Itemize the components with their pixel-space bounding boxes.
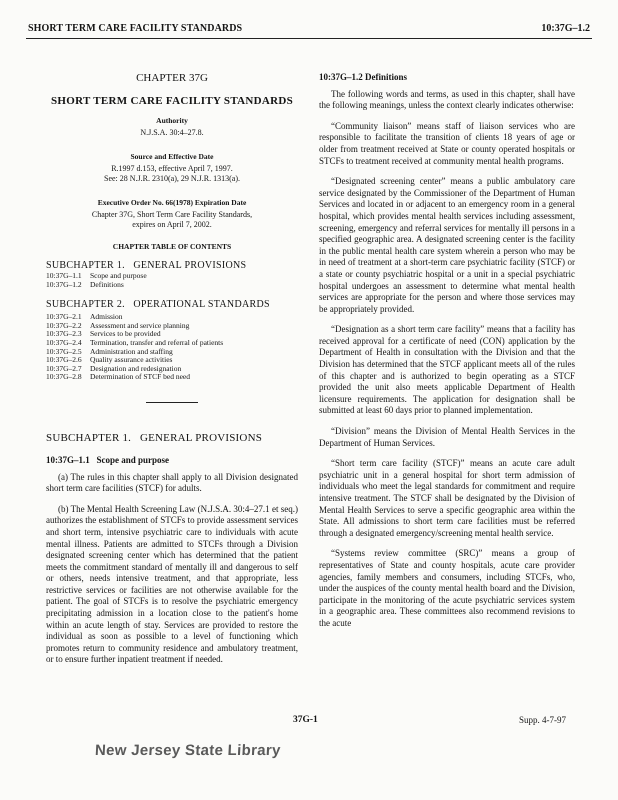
toc-list-subchapter-2: [46, 313, 298, 382]
authority-heading: Authority: [156, 116, 188, 125]
definition-community-liaison: “Community liaison” means staff of liaison services who are responsible to facilitate the transition of clients 18 years of age or older from treatment received at State or county operated hospitals or STCFs to treatment received at community mental health programs.: [319, 120, 575, 166]
chapter-title: SHORT TERM CARE FACILITY STANDARDS: [50, 95, 294, 107]
toc-item-title: Scope and purpose: [90, 271, 147, 280]
toc-subchapter-1: SUBCHAPTER 1. GENERAL PROVISIONS: [46, 260, 247, 271]
header-title: SHORT TERM CARE FACILITY STANDARDS: [28, 23, 243, 34]
toc-item-title: Designation and redesignation: [90, 363, 182, 373]
toc-list-subchapter-1: [46, 272, 298, 289]
executive-order-line-1: Chapter 37G, Short Term Care Facility Standards,: [91, 210, 253, 219]
toc-item-number: 10:37G–2.8: [46, 372, 82, 382]
definitions-intro: The following words and terms, as used in this chapter, shall have the following meanings, unless the context clearly indicates otherwise:: [319, 88, 575, 111]
toc-item[interactable]: [46, 272, 298, 281]
toc-item-title: Termination, transfer and referral of patients: [90, 337, 224, 347]
executive-order-line-2: expires on April 7, 2002.: [132, 220, 212, 229]
header-section-number: 10:37G–1.2: [541, 23, 590, 34]
toc-item-title: Quality assurance activities: [90, 355, 173, 365]
toc-item-title: Determination of STCF bed need: [90, 372, 190, 382]
definition-designated-screening-center: “Designated screening center” means a public ambulatory care service designated by the Commissioner of the Department of Human Services and located in or adjacent to an emergency room in a general hospital, which provides mental health services including assessment, screening, emergency and referral services for mentally ill persons in a specified geographic area. A designated screening center is the facility in the public mental health care system wherein a person who may be in need of treatment at a short-term care psychiatric facility (STCF) or a state or county psychiatric hospital or a unit in a special psychiatric hospital undergoes an assessment to determine what mental health services are appropriate for the person and where those services may be appropriately provided.: [319, 176, 575, 314]
body-subchapter-heading: SUBCHAPTER 1. GENERAL PROVISIONS: [46, 431, 263, 444]
page-number: 37G-1: [293, 715, 318, 725]
toc-item-number: 10:37G–2.7: [46, 363, 82, 373]
paragraph-b: (b) The Mental Health Screening Law (N.J.S.A. 30:4–27.1 et seq.) authorizes the establishment of STCFs to provide assessment services and short term, intensive psychiatric care to individuals with acute mental illness. Patients are admitted to STCFs through a Division designated screening center which has determined that the patient meets the commitment standard of mentally ill and dangerous to self or others, needs intensive treatment, and that appropriate, less restrictive services or facilities are not otherwise available for the patient. The goal of STCFs is to resolve the psychiatric emergency precipitating admission in a location close to the patient's home within an acute length of stay. Services are provided to restore the individual as soon as possible to a level of functioning which promotes return to community residence and ambulatory treatment, or to ensure further inpatient treatment if needed.: [46, 503, 298, 665]
section-heading-definitions: 10:37G–1.2 Definitions: [319, 72, 408, 82]
toc-subchapter-2: SUBCHAPTER 2. OPERATIONAL STANDARDS: [46, 299, 270, 311]
toc-item-number: 10:37G–1.1: [46, 271, 82, 280]
toc-item[interactable]: [46, 281, 298, 290]
executive-order-heading: Executive Order No. 66(1978) Expiration Date: [97, 198, 247, 207]
definition-division: “Division” means the Division of Mental Health Services in the Department of Human Services.: [319, 426, 575, 448]
running-header: [26, 22, 592, 39]
toc-item[interactable]: [46, 322, 298, 331]
toc-item-title: Assessment and service planning: [90, 320, 190, 330]
toc-item-number: 10:37G–2.5: [46, 346, 82, 356]
paragraph-a: (a) The rules in this chapter shall apply to all Division designated short term care facilities (STCF) for adults.: [46, 471, 298, 494]
section-divider: [146, 402, 198, 403]
chapter-number: CHAPTER 37G: [136, 72, 208, 84]
source-line-2: See: 28 N.J.R. 2310(a), 29 N.J.R. 1313(a).: [104, 174, 240, 183]
source-heading: Source and Effective Date: [130, 152, 214, 161]
toc-heading: CHAPTER TABLE OF CONTENTS: [112, 242, 232, 251]
toc-item-number: 10:37G–2.1: [46, 312, 82, 322]
toc-item-title: Administration and staffing: [90, 346, 173, 356]
toc-item-title: Services to be provided: [90, 329, 161, 339]
toc-item-title: Admission: [90, 312, 123, 322]
toc-item[interactable]: [46, 373, 298, 382]
definition-stcf: “Short term care facility (STCF)” means an acute care adult psychiatric unit in a general hospital for short term admission of individuals who meet the legal standards for commitment and require intensive treatment. The STCF shall be designated by the Division of Mental Health Services to serve a specific geographic area within the State. All admissions to short term care facilities must be referred through a designated emergency/screening mental health service.: [319, 458, 575, 538]
left-column: [46, 64, 298, 675]
toc-item-number: 10:37G–2.6: [46, 355, 82, 365]
toc-item-number: 10:37G–2.2: [46, 320, 82, 330]
definition-systems-review-committee: “Systems review committee (SRC)” means a group of representatives of State and county hospitals, acute care provider agencies, family members and consumers, including STCFs, who, under the auspices of the county mental health board and the Division, participate in the monitoring of the acute psychiatric services system in a geographic area. These committees also recommend revisions to the acute: [319, 548, 575, 628]
source-line-1: R.1997 d.153, effective April 7, 1997.: [111, 164, 233, 173]
authority-text: N.J.S.A. 30:4–27.8.: [140, 128, 204, 137]
toc-item-number: 10:37G–2.4: [46, 337, 82, 347]
library-stamp: New Jersey State Library: [94, 742, 282, 759]
right-column: [319, 64, 575, 639]
toc-item-number: 10:37G–1.2: [46, 279, 82, 289]
definition-designation-stcf: “Designation as a short term care facility” means that a facility has received approval for a certificate of need (CON) application by the Department of Health in consultation with the Division and that the Division has determined that the STCF applicant meets all of the rules of this chapter and is authorized to begin operating as a STCF provided the unit also meets applicable Department of Health licensure requirements. The application for designation shall be submitted at least 60 days prior to planned implementation.: [319, 324, 575, 416]
toc-item-title: Definitions: [90, 279, 124, 289]
section-heading-scope: 10:37G–1.1 Scope and purpose: [46, 454, 170, 465]
toc-item-number: 10:37G–2.3: [46, 329, 82, 339]
supplement-date: Supp. 4-7-97: [519, 715, 566, 725]
